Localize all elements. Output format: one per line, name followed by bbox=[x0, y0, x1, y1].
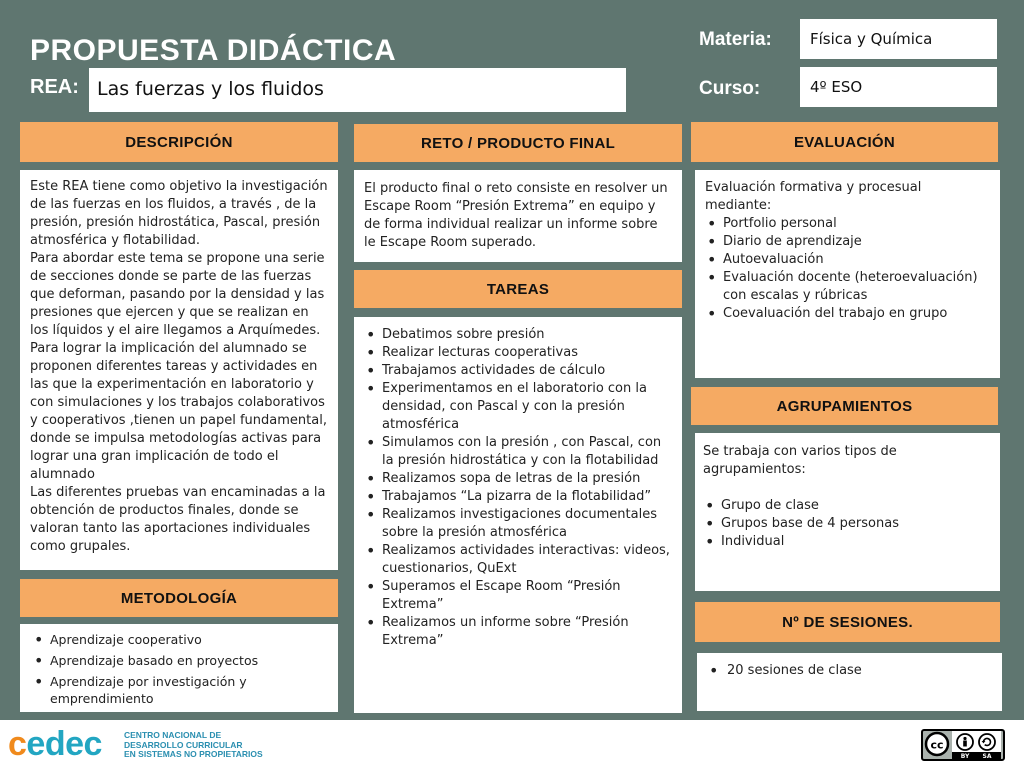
evaluacion-panel bbox=[695, 170, 1000, 378]
list-item: • Superamos el Escape Room “Presión Extrema” bbox=[364, 578, 674, 614]
list-item: • Grupos base de 4 personas bbox=[703, 515, 990, 533]
cedec-subtitle bbox=[124, 731, 263, 760]
cedec-logo[interactable] bbox=[8, 726, 102, 762]
list-item: • Autoevaluación bbox=[705, 251, 990, 269]
descripcion-paragraph: Las diferentes pruebas van encaminadas a la obtención de productos finales, donde se valoran tanto las aportaciones individuales como grupales. bbox=[30, 485, 326, 554]
list-item: • Aprendizaje basado en proyectos bbox=[32, 652, 328, 669]
list-item: • 20 sesiones de clase bbox=[707, 662, 992, 680]
descripcion-panel bbox=[20, 170, 338, 570]
metodologia-header: METODOLOGÍA bbox=[20, 579, 338, 617]
cedec-subtitle-line: DESARROLLO CURRICULAR bbox=[124, 739, 243, 750]
list-item: • Grupo de clase bbox=[703, 497, 990, 515]
descripcion-paragraph: Este REA tiene como objetivo la investigación de las fuerzas en los fluidos, a través , de la presión, presión hidrostática, Pascal, presión atmosférica y flotabilidad. bbox=[30, 179, 328, 248]
cc-text: cc bbox=[930, 738, 944, 752]
reto-header: RETO / PRODUCTO FINAL bbox=[354, 124, 682, 162]
metodologia-panel bbox=[20, 624, 338, 712]
list-item: • Realizamos investigaciones documentales sobre la presión atmosférica bbox=[364, 506, 674, 542]
reto-text: El producto final o reto consiste en resolver un Escape Room “Presión Extrema” en equipo y de forma individual realizar un informe sobre le Escape Room superado. bbox=[364, 181, 668, 250]
descripcion-header: DESCRIPCIÓN bbox=[20, 122, 338, 162]
list-item: • Aprendizaje cooperativo bbox=[32, 631, 328, 648]
evaluacion-list bbox=[705, 215, 990, 323]
descripcion-paragraph: Para abordar este tema se propone una serie de secciones donde se parte de las fuerzas que deforman, pasando por la densidad y las presiones que ejercen y que se realizan en los líquidos y el aire llegamos a Arquímedes. bbox=[30, 251, 325, 338]
curso-field bbox=[800, 67, 997, 107]
reto-panel bbox=[354, 170, 682, 262]
cedec-logo-c: c bbox=[8, 725, 27, 763]
agrupamientos-header: AGRUPAMIENTOS bbox=[691, 387, 998, 425]
list-item: • Aprendizaje por investigación y emprendimiento bbox=[32, 673, 328, 707]
list-item: • Individual bbox=[703, 533, 990, 551]
list-item: • Portfolio personal bbox=[705, 215, 990, 233]
cc-by-sa-license-badge[interactable] bbox=[921, 729, 1005, 761]
list-item: • Trabajamos actividades de cálculo bbox=[364, 362, 674, 380]
materia-field bbox=[800, 19, 997, 59]
list-item: • Diario de aprendizaje bbox=[705, 233, 990, 251]
list-item: • Realizar lecturas cooperativas bbox=[364, 344, 674, 362]
cc-license-icon bbox=[923, 731, 1003, 759]
list-item: • Realizamos actividades interactivas: videos, cuestionarios, QuExt bbox=[364, 542, 674, 578]
agrupamientos-intro: Se trabaja con varios tipos de agrupamientos: bbox=[703, 444, 897, 477]
tareas-list bbox=[364, 326, 674, 650]
sa-share-icon bbox=[979, 734, 995, 750]
list-item: • Realizamos sopa de letras de la presión bbox=[364, 470, 674, 488]
cedec-subtitle-line: CENTRO NACIONAL DE bbox=[124, 730, 222, 740]
cedec-logo-text: edec bbox=[26, 725, 102, 763]
list-item: • Coevaluación del trabajo en grupo bbox=[705, 305, 990, 323]
evaluacion-intro: Evaluación formativa y procesual mediante: bbox=[705, 180, 922, 213]
materia-value: Física y Química bbox=[810, 30, 933, 48]
page-title: PROPUESTA DIDÁCTICA bbox=[30, 34, 397, 67]
list-item: • Realizamos un informe sobre “Presión Extrema” bbox=[364, 614, 674, 650]
metodologia-list bbox=[32, 631, 328, 707]
rea-title-field bbox=[89, 68, 626, 112]
tareas-panel bbox=[354, 317, 682, 713]
sa-text: SA bbox=[982, 753, 992, 759]
rea-label: REA: bbox=[30, 76, 79, 98]
materia-label: Materia: bbox=[699, 29, 772, 50]
list-item: • Debatimos sobre presión bbox=[364, 326, 674, 344]
cedec-subtitle-line: EN SISTEMAS NO PROPIETARIOS bbox=[124, 749, 263, 759]
curso-label: Curso: bbox=[699, 78, 761, 99]
agrupamientos-list bbox=[703, 497, 990, 551]
tareas-header: TAREAS bbox=[354, 270, 682, 308]
list-item: • Simulamos con la presión , con Pascal, con la presión hidrostática y con la flotabilidad bbox=[364, 434, 674, 470]
list-item: • Experimentamos en el laboratorio con la densidad, con Pascal y con la presión atmosférica bbox=[364, 380, 674, 434]
evaluacion-header: EVALUACIÓN bbox=[691, 122, 998, 162]
sesiones-panel bbox=[697, 653, 1002, 711]
agrupamientos-panel bbox=[695, 433, 1000, 591]
by-text: BY bbox=[960, 753, 970, 759]
descripcion-paragraph: Para lograr la implicación del alumnado se proponen diferentes tareas y actividades en las que la experimentación en laboratorio y con simulaciones y los trabajos colaborativos y cooperativos ,tienen un papel fundamental, donde se impulsa metodologías activas para lograr una gran implicación de todo el alumnado bbox=[30, 341, 327, 482]
sesiones-list bbox=[707, 662, 992, 680]
sesiones-header: Nº DE SESIONES. bbox=[695, 602, 1000, 642]
list-item: • Evaluación docente (heteroevaluación) con escalas y rúbricas bbox=[705, 269, 990, 305]
curso-value: 4º ESO bbox=[810, 78, 863, 96]
list-item: • Trabajamos “La pizarra de la flotabilidad” bbox=[364, 488, 674, 506]
rea-title-value: Las fuerzas y los fluidos bbox=[97, 78, 324, 100]
